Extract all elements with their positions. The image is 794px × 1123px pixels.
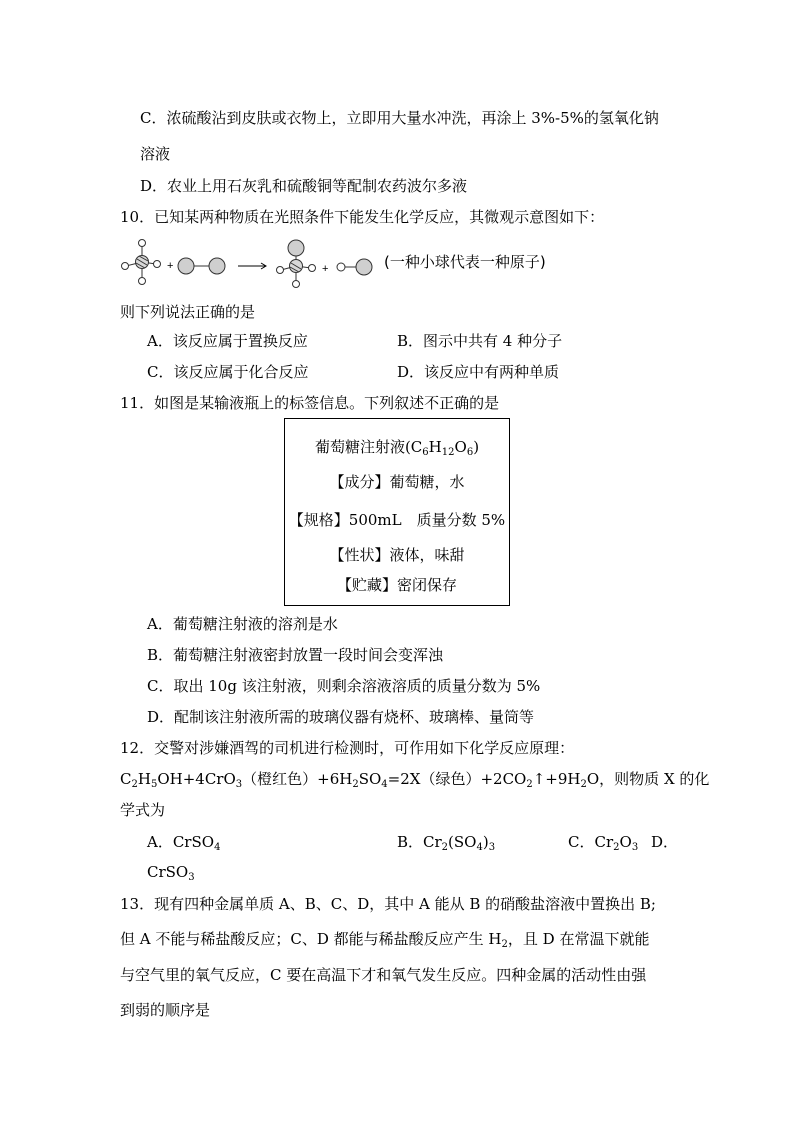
q12-option-a: A．CrSO$_4$ [147,833,221,853]
q10-option-c: C．该反应属于化合反应 [147,363,309,381]
reaction-diagram [118,236,428,290]
label-title: 葡萄糖注射液 [314,438,405,456]
reactant-molecule-1 [122,240,161,285]
product-molecule-1 [277,240,316,288]
label-property: 【性状】液体，味甜 [329,546,465,564]
q10-option-b: B．图示中共有 4 种分子 [397,332,563,350]
q13-line4: 到弱的顺序是 [120,1001,211,1019]
q10-option-a: A．该反应属于置换反应 [147,332,308,350]
q11-option-c: C．取出 10g 该注射液，则剩余溶液溶质的质量分数为 5% [147,677,541,695]
q12-equation: $C_2H_5OH+4CrO_3$（橙红色）$+6H_2SO_4=2X$（绿色）$+2CO_2↑+9H_2O$，则物质 X 的化 [120,770,710,790]
label-storage: 【贮藏】密闭保存 [336,576,457,594]
label-spec: 【规格】500mL 质量分数 5% [288,511,506,529]
q9-option-d: D．农业上用石灰乳和硫酸铜等配制农药波尔多液 [140,177,468,195]
q12-stem-end: 学式为 [120,801,166,819]
q10-diagram-note: (一种小球代表一种原子) [384,253,546,271]
label-composition: 【成分】葡萄糖，水 [329,473,465,491]
label-formula: $(C_6H_{12}O_6)$ [404,438,480,458]
plus-sign-2: + [322,263,329,275]
reactant-molecule-2 [178,258,225,274]
q11-option-d: D．配制该注射液所需的玻璃仪器有烧杯、玻璃棒、量筒等 [147,708,535,726]
q11-option-a: A．葡萄糖注射液的溶剂是水 [147,615,338,633]
q13-line1: 13．现有四种金属单质 A、B、C、D，其中 A 能从 B 的硝酸盐溶液中置换出 B; [120,895,656,913]
q11-stem: 11．如图是某输液瓶上的标签信息。下列叙述不正确的是 [120,394,500,412]
plus-sign-1: + [167,260,174,272]
q12-option-d-prefix: D． [651,833,679,851]
q12-option-b: B．$Cr_2(SO_4)_3$ [397,833,496,853]
label-title-row [285,437,509,457]
q13-line2: 但 A 不能与稀盐酸反应；C、D 都能与稀盐酸反应产生 $H_2$，且 D 在常温下就能 [120,930,650,950]
q13-line3: 与空气里的氧气反应，C 要在高温下才和氧气发生反应。四种金属的活动性由强 [120,966,647,984]
q10-prompt: 则下列说法正确的是 [120,303,256,321]
q9-option-c-line1: C．浓硫酸沾到皮肤或衣物上，立即用大量水冲洗，再涂上 3%-5%的氢氧化钠 [140,109,659,127]
q12-stem: 12．交警对涉嫌酒驾的司机进行检测时，可作用如下化学反应原理： [120,739,575,757]
product-molecule-2 [337,259,372,275]
q11-option-b: B．葡萄糖注射液密封放置一段时间会变浑浊 [147,646,444,664]
q12-option-d: CrSO$_3$ [147,863,195,883]
q10-stem: 10．已知某两种物质在光照条件下能发生化学反应，其微观示意图如下： [120,208,605,226]
q9-option-c-line2: 溶液 [140,145,171,163]
q12-option-c: C．$Cr_2O_3$ [568,833,639,853]
q10-option-d: D．该反应中有两种单质 [397,363,560,381]
infusion-label [284,418,510,606]
reaction-arrow [238,263,266,269]
